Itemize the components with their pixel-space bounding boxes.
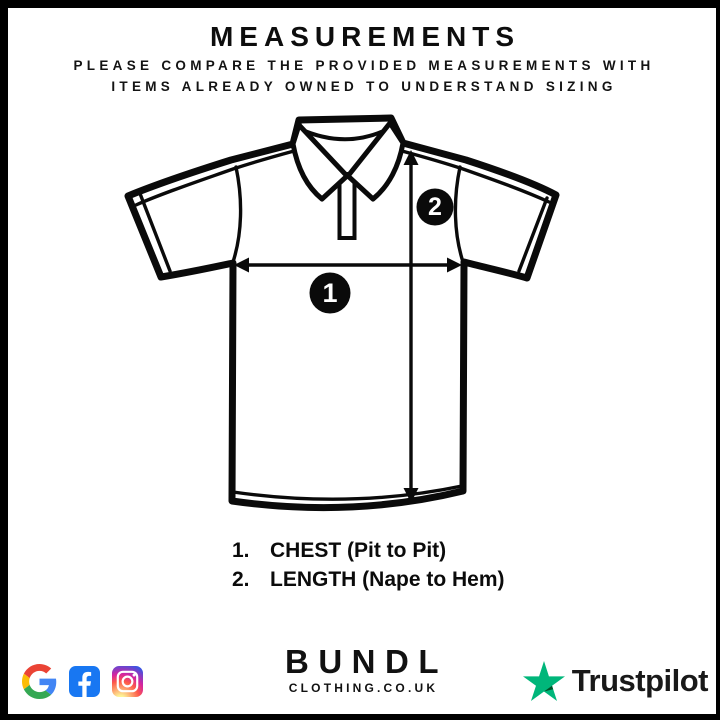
measurement-legend [232, 536, 505, 594]
measurement-card [8, 8, 716, 714]
legend-number: 1. [232, 539, 250, 562]
subtitle-line-1: PLEASE COMPARE THE PROVIDED MEASUREMENTS WITH [73, 58, 655, 73]
legend-label: CHEST (Pit to Pit) [270, 539, 447, 562]
shirt-outline [128, 118, 556, 508]
marker-1-number: 1 [322, 278, 338, 308]
marker-2-number: 2 [428, 193, 442, 221]
subtitle-line-2: ITEMS ALREADY OWNED TO UNDERSTAND SIZING [111, 79, 617, 94]
legend-number: 2. [232, 568, 250, 591]
trustpilot-star-icon [523, 661, 565, 701]
page-title: MEASUREMENTS [209, 21, 520, 52]
marker-1 [310, 273, 351, 314]
legend-item-length [232, 565, 505, 594]
trustpilot-logo [523, 661, 708, 701]
marker-2 [417, 189, 454, 226]
legend-item-chest [232, 536, 505, 565]
brand-name: BUNDL [285, 643, 448, 680]
legend-label: LENGTH (Nape to Hem) [270, 568, 505, 591]
trustpilot-label: Trustpilot [571, 663, 708, 698]
brand-tagline: CLOTHING.CO.UK [288, 681, 439, 695]
